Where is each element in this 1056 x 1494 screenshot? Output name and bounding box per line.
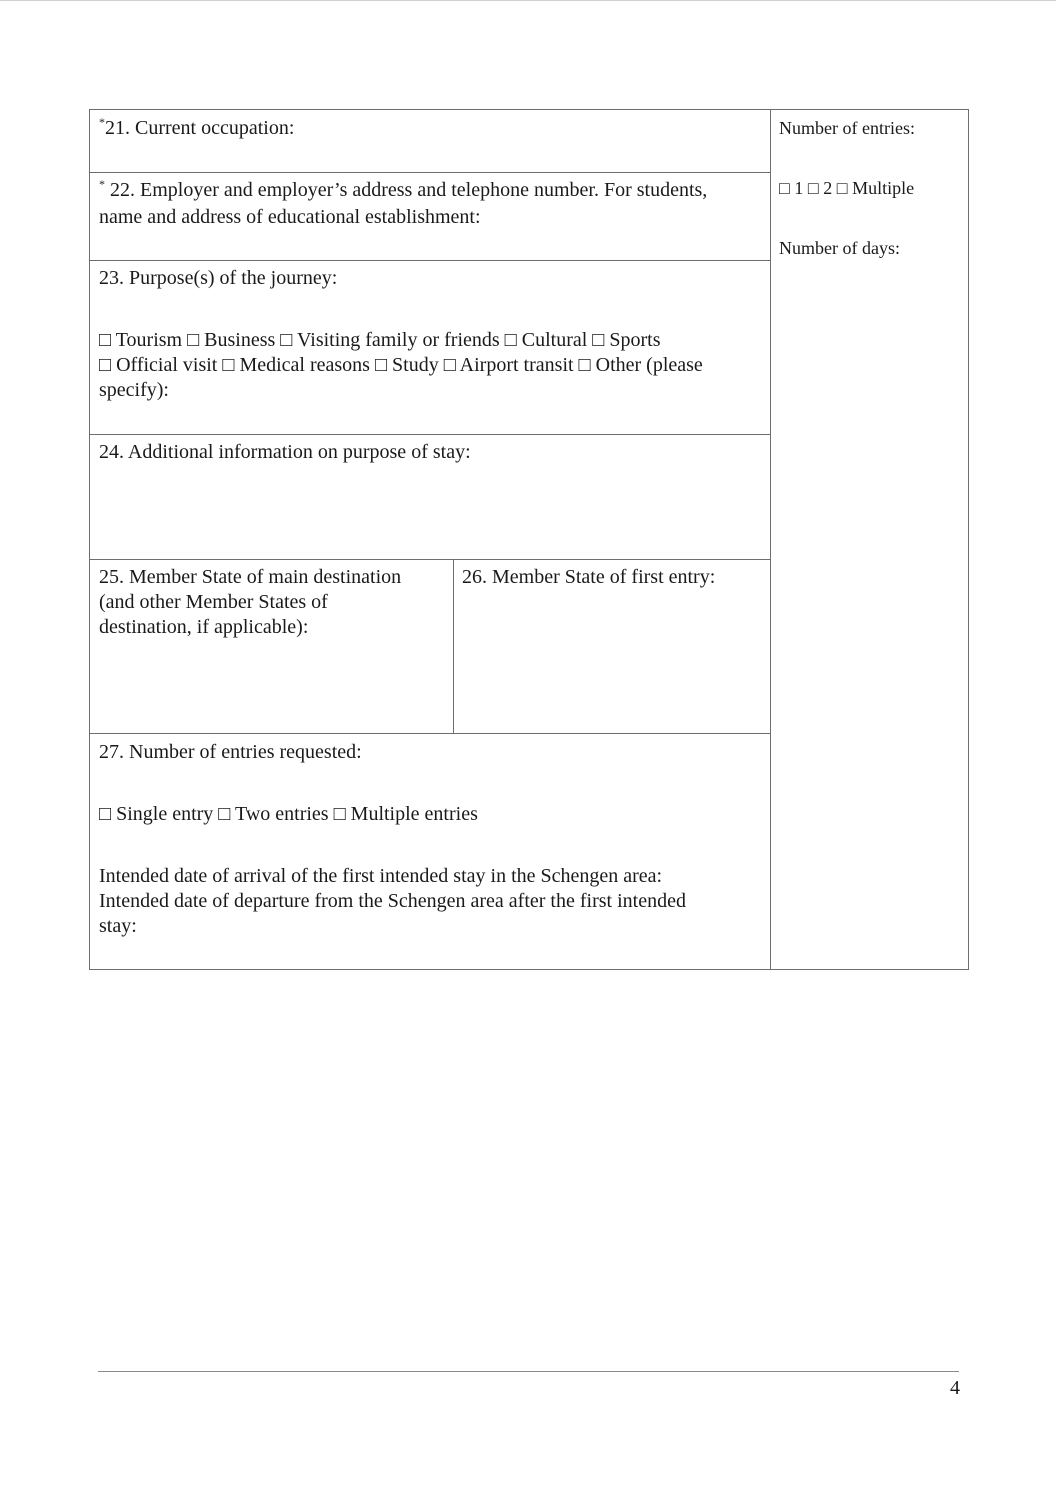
- mandatory-marker: *: [99, 115, 105, 129]
- field-additional-information[interactable]: [99, 440, 767, 465]
- top-rule: [0, 0, 1056, 1]
- purpose-options-line2[interactable]: □ Official visit □ Medical reasons □ Study □ Airport transit □ Other (please: [99, 354, 703, 376]
- departure-date-label-line2: stay:: [99, 915, 137, 937]
- field-main-destination[interactable]: [99, 565, 449, 640]
- entries-options[interactable]: □ Single entry □ Two entries □ Multiple entries: [99, 803, 478, 825]
- field-current-occupation[interactable]: [99, 116, 759, 143]
- departure-date-label-line1: Intended date of departure from the Schengen area after the first intended: [99, 890, 686, 912]
- official-entries-options[interactable]: □ 1 □ 2 □ Multiple: [779, 178, 915, 198]
- field-employer-details[interactable]: [99, 178, 767, 230]
- official-use-column-divider: [770, 110, 771, 969]
- visa-application-form-table: [89, 109, 969, 970]
- main-destination-label-line3: destination, if applicable):: [99, 616, 309, 638]
- row-divider: [90, 260, 770, 261]
- page-number: 4: [950, 1377, 960, 1399]
- additional-info-label: 24. Additional information on purpose of stay:: [99, 441, 471, 463]
- purpose-options-line1[interactable]: □ Tourism □ Business □ Visiting family or friends □ Cultural □ Sports: [99, 329, 661, 351]
- first-entry-label: 26. Member State of first entry:: [462, 566, 716, 588]
- row-divider: [90, 434, 770, 435]
- field-first-entry[interactable]: [462, 565, 767, 590]
- row-divider: [90, 733, 770, 734]
- employer-label-line2: name and address of educational establishment:: [99, 206, 481, 228]
- row-divider: [90, 559, 770, 560]
- purpose-other-specify: specify):: [99, 379, 169, 401]
- official-entries-label: Number of entries:: [779, 118, 915, 138]
- column-divider: [453, 559, 454, 734]
- purpose-label: 23. Purpose(s) of the journey:: [99, 267, 338, 289]
- current-occupation-label: 21. Current occupation:: [105, 117, 295, 139]
- field-purpose-of-journey[interactable]: [99, 266, 767, 403]
- employer-label-line1: 22. Employer and employer’s address and telephone number. For students,: [105, 179, 708, 201]
- arrival-date-label: Intended date of arrival of the first intended stay in the Schengen area:: [99, 865, 663, 887]
- entries-requested-label: 27. Number of entries requested:: [99, 741, 362, 763]
- main-destination-label-line1: 25. Member State of main destination: [99, 566, 402, 588]
- row-divider: [90, 172, 770, 173]
- field-number-of-entries[interactable]: [99, 740, 767, 939]
- mandatory-marker: *: [99, 177, 105, 191]
- official-days-label: Number of days:: [779, 238, 900, 258]
- main-destination-label-line2: (and other Member States of: [99, 591, 328, 613]
- footer-rule: [98, 1371, 959, 1372]
